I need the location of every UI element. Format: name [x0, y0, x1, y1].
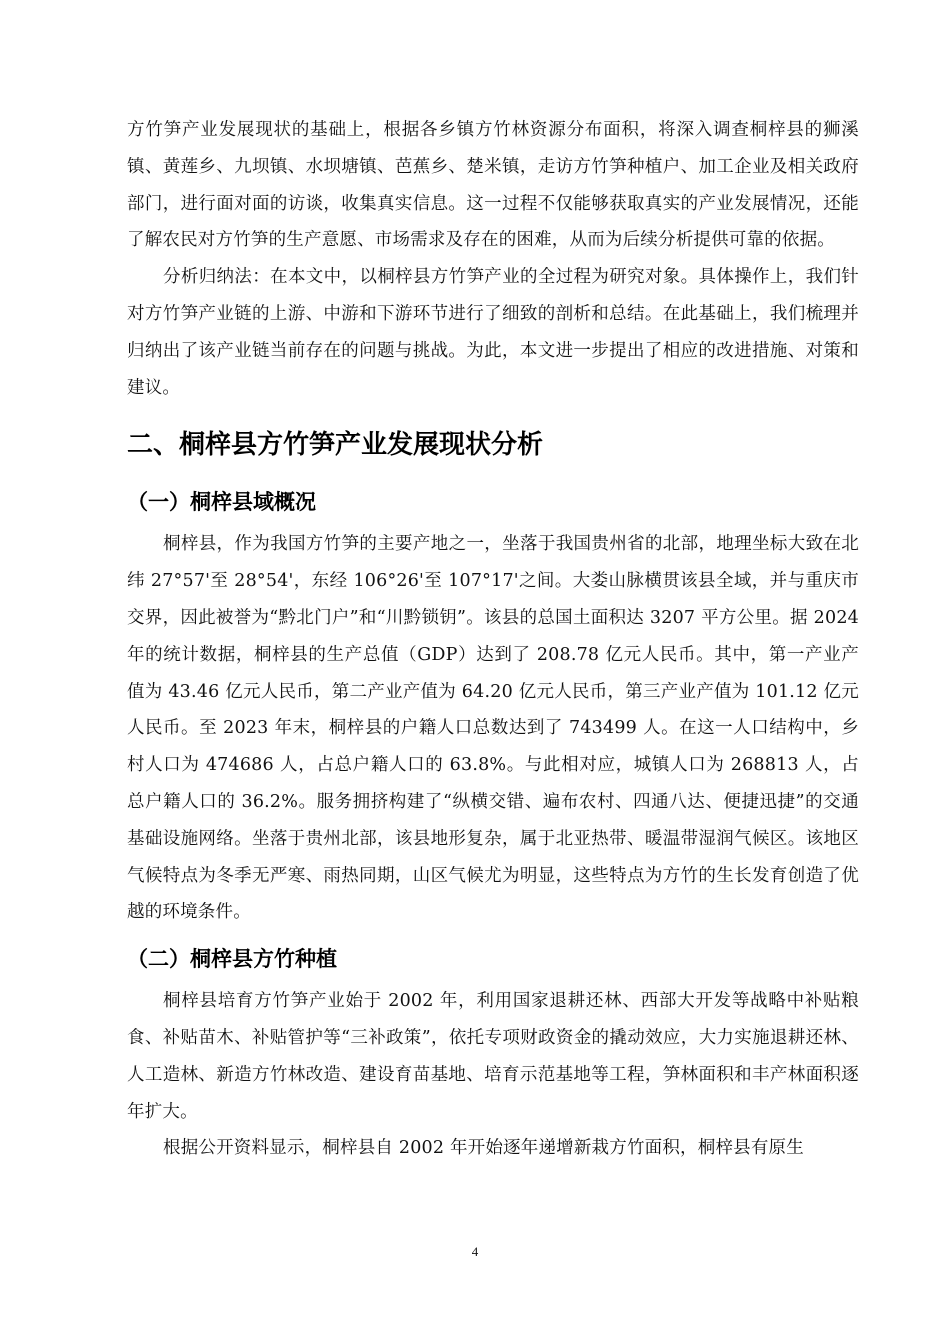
bamboo-planting-paragraph: 桐梓县培育方竹笋产业始于 2002 年，利用国家退耕还林、西部大开发等战略中补贴粮食、补贴苗木、补贴管护等“三补政策”，依托专项财政资金的撬动效应，大力实施退耕还林、人工造林、新造方竹林改造、建设育苗基地、培育示范基地等工程，笋林面积和丰产林面积逐年扩大。 — [127, 991, 859, 1122]
subsection-title-bamboo-planting: （二）桐梓县方竹种植 — [127, 947, 337, 972]
bamboo-planting-paragraph-2: 根据公开资料显示，桐梓县自 2002 年开始逐年递增新栽方竹面积，桐梓县有原生 — [163, 1138, 804, 1159]
county-overview-paragraph: 桐梓县，作为我国方竹笋的主要产地之一，坐落于我国贵州省的北部，地理坐标大致在北纬 27°57'至 28°54'，东经 106°26'至 107°17'之间。大娄山脉横贯该县全域，并与重庆市交界，因此被誉为“黔北门户”和“川黔锁钥”。该县的总国土面积达 3207 平方公里。据 2024 年的统计数据，桐梓县的生产总值（GDP）达到了 208.78 亿元人民币。其中，第一产业产值为 43.46 亿元人民币，第二产业产值为 64.20 亿元人民币，第三产业产值为 101.12 亿元人民币。至 2023 年末，桐梓县的户籍人口总数达到了 743499 人。在这一人口结构中，乡村人口为 474686 人，占总户籍人口的 63.8%。与此相对应，城镇人口为 268813 人，占总户籍人口的 36.2%。服务拥挤构建了“纵横交错、遍布农村、四通八达、便捷迅捷”的交通基础设施网络。坐落于贵州北部，该县地形复杂，属于北亚热带、暖温带湿润气候区。该地区气候特点为冬季无严寒、雨热同期，山区气候尤为明显，这些特点为方竹的生长发育创造了优越的环境条件。 — [127, 534, 859, 923]
intro-paragraph-method: 分析归纳法：在本文中，以桐梓县方竹笋产业的全过程为研究对象。具体操作上，我们针对方竹笋产业链的上游、中游和下游环节进行了细致的剖析和总结。在此基础上，我们梳理并归纳出了该产业链当前存在的问题与挑战。为此，本文进一步提出了相应的改进措施、对策和建议。 — [127, 267, 859, 398]
page-number: 4 — [471, 1244, 479, 1259]
page-body — [127, 112, 859, 1167]
section-title: 二、桐梓县方竹笋产业发展现状分析 — [127, 430, 544, 461]
intro-paragraph-continued: 方竹笋产业发展现状的基础上，根据各乡镇方竹林资源分布面积，将深入调查桐梓县的狮溪镇、黄莲乡、九坝镇、水坝塘镇、芭蕉乡、楚米镇，走访方竹笋种植户、加工企业及相关政府部门，进行面对面的访谈，收集真实信息。这一过程不仅能够获取真实的产业发展情况，还能了解农民对方竹笋的生产意愿、市场需求及存在的困难，从而为后续分析提供可靠的依据。 — [127, 120, 859, 251]
subsection-title-county-overview: （一）桐梓县域概况 — [127, 490, 316, 515]
